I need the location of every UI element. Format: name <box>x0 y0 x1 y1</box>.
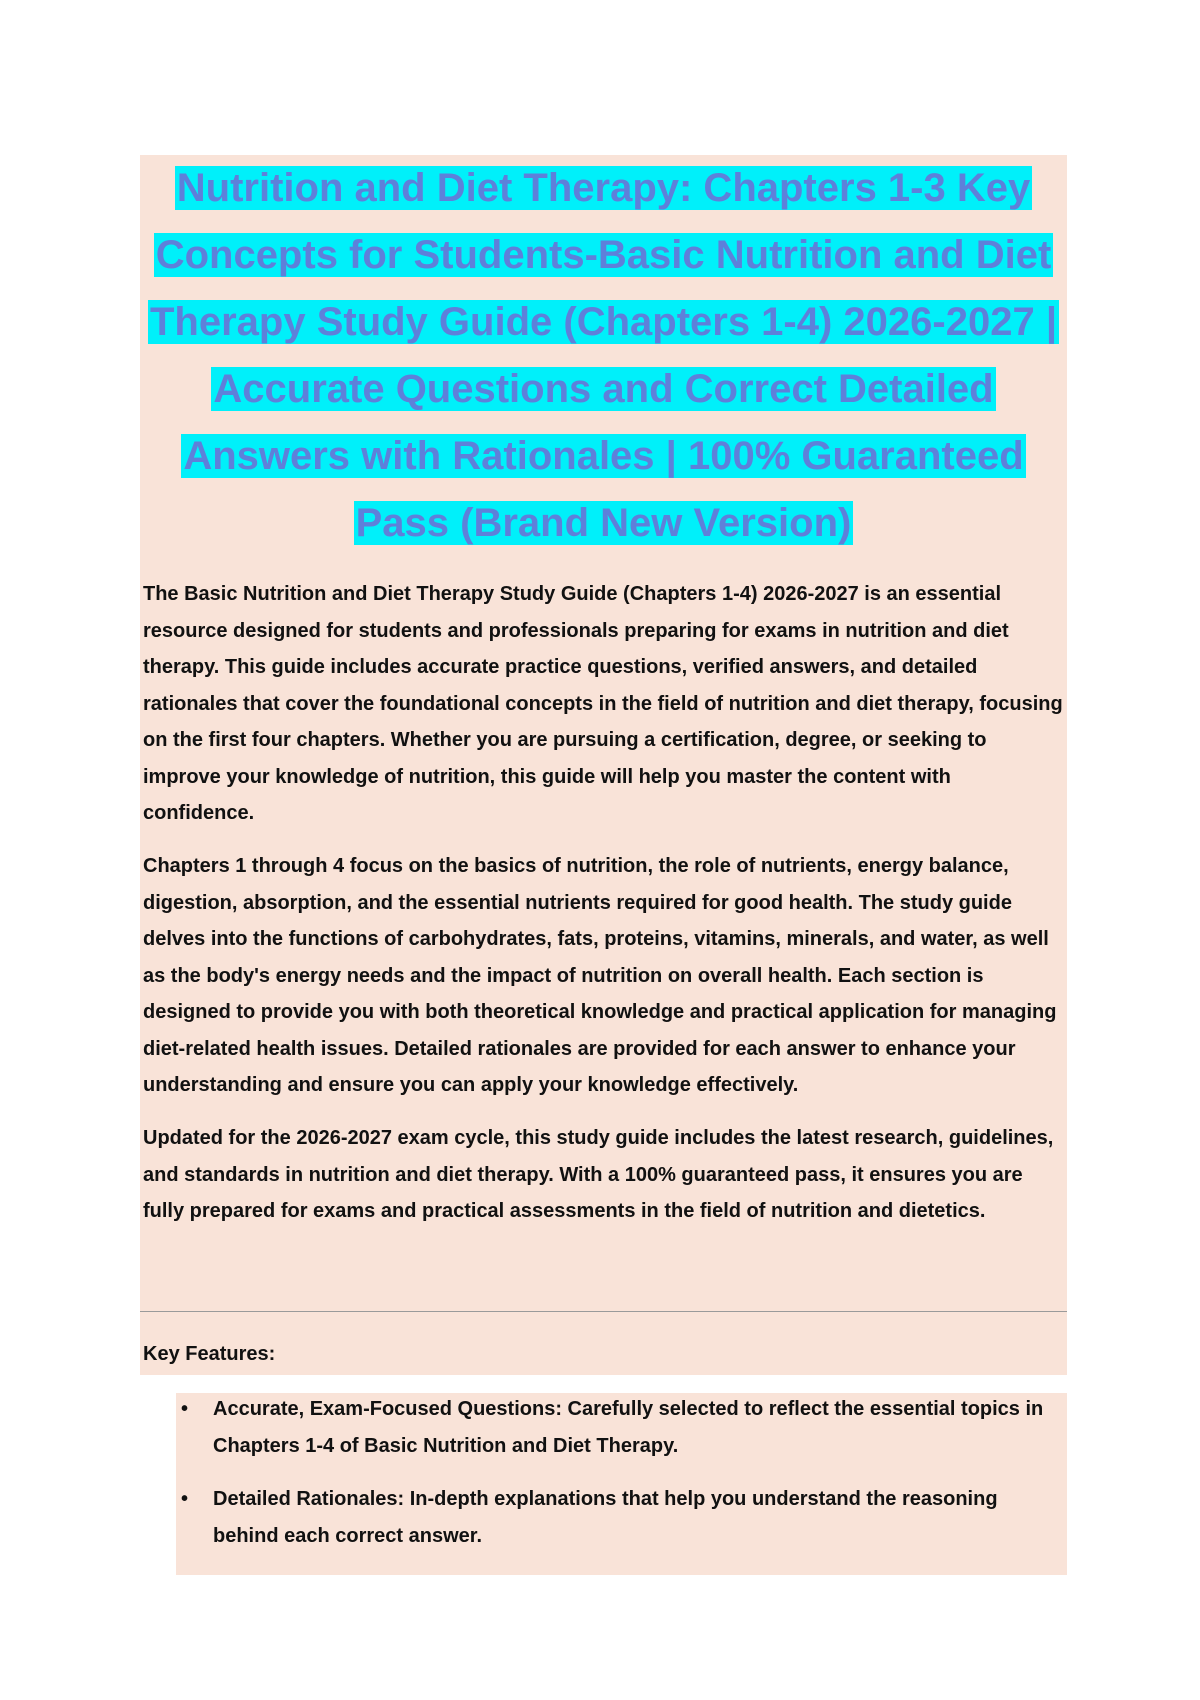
feature-text: Accurate, Exam-Focused Questions: Carefully selected to reflect the essential topics in Chapters 1-4 of Basic Nutrition and Diet Therapy. <box>213 1398 1044 1457</box>
document-title-text: Nutrition and Diet Therapy: Chapters 1-3 Key Concepts for Students-Basic Nutrition and Diet Therapy Study Guide (Chapters 1-4) 2026-2027 | Accurate Questions and Correct Detailed Answers with Rationales | 100% Guaranteed Pass (Brand New Version) <box>149 166 1058 545</box>
update-paragraph: Updated for the 2026-2027 exam cycle, this study guide includes the latest research, guidelines, and standards in nutrition and diet therapy. With a 100% guaranteed pass, it ensures you are fully prepared for exams and practical assessments in the field of nutrition and dietetics. <box>143 1127 1054 1222</box>
intro-paragraph: The Basic Nutrition and Diet Therapy Study Guide (Chapters 1-4) 2026-2027 is an essential resource designed for students and professionals preparing for exams in nutrition and diet therapy. This guide includes accurate practice questions, verified answers, and detailed rationales that cover the foundational concepts in the field of nutrition and diet therapy, focusing on the first four chapters. Whether you are pursuing a certification, degree, or seeking to improve your knowledge of nutrition, this guide will help you master the content with confidence. <box>143 583 1063 824</box>
bullet-icon: • <box>181 1398 189 1420</box>
key-features-list <box>176 1391 1056 1571</box>
chapters-paragraph: Chapters 1 through 4 focus on the basics of nutrition, the role of nutrients, energy balance, digestion, absorption, and the essential nutrients required for good health. The study guide delves into the functions of carbohydrates, fats, proteins, vitamins, minerals, and water, as well as the body's energy needs and the impact of nutrition on overall health. Each section is designed to provide you with both theoretical knowledge and practical application for managing diet-related health issues. Detailed rationales are provided for each answer to enhance your understanding and ensure you can apply your knowledge effectively. <box>143 855 1057 1096</box>
bullet-icon: • <box>181 1488 189 1510</box>
section-divider <box>140 1311 1067 1312</box>
list-item <box>176 1391 1056 1464</box>
feature-text: Detailed Rationales: In-depth explanations that help you understand the reasoning behind each correct answer. <box>213 1488 998 1547</box>
list-item <box>176 1481 1056 1554</box>
key-features-heading: Key Features: <box>143 1343 276 1365</box>
document-title <box>140 155 1067 557</box>
